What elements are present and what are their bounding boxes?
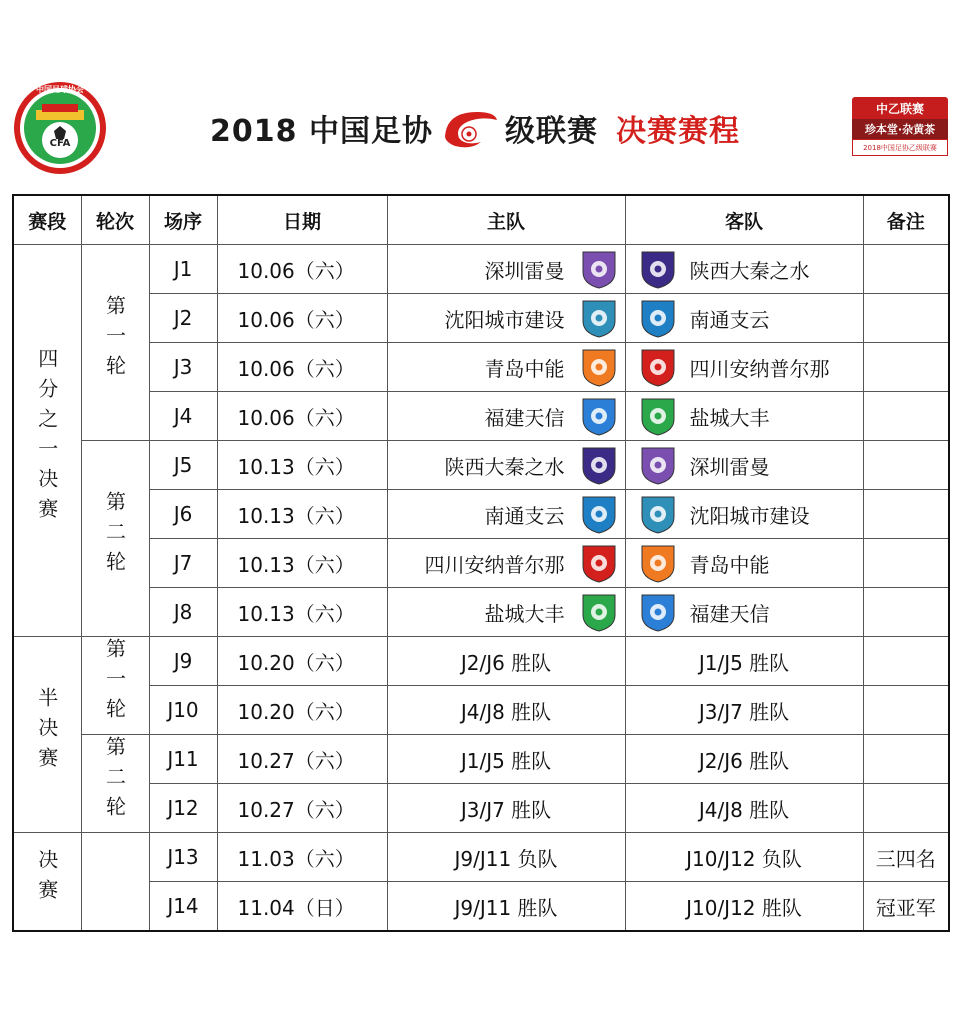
round-cell — [81, 735, 149, 833]
yancheng-dafeng-badge-icon — [579, 591, 619, 633]
match-note — [863, 490, 949, 539]
table-row — [13, 294, 949, 343]
qingdao-zhongneng-badge-icon — [638, 542, 678, 584]
away-team-name: 深圳雷曼 — [689, 454, 770, 479]
home-team-cell — [387, 294, 625, 343]
round-cell — [81, 637, 149, 735]
round-label: 第二轮 — [102, 736, 127, 826]
stage-label: 决赛 — [34, 849, 59, 909]
title-suffix: 级联赛 — [504, 114, 598, 149]
col-home: 主队 — [387, 195, 625, 245]
match-date: 10.27（六） — [217, 735, 387, 784]
home-team-cell — [387, 784, 625, 833]
away-team-name: 陕西大秦之水 — [689, 258, 810, 283]
shenzhen-leiman-badge-icon — [638, 444, 678, 486]
cfa-logo-ring-text: 中国足球协会 — [36, 85, 84, 94]
match-note — [863, 294, 949, 343]
stage-cell — [13, 637, 81, 833]
match-note: 三四名 — [863, 833, 949, 882]
table-header-row — [13, 195, 949, 245]
match-date: 10.06（六） — [217, 294, 387, 343]
match-no: J11 — [149, 735, 217, 784]
match-note — [863, 686, 949, 735]
match-no: J5 — [149, 441, 217, 490]
match-no: J14 — [149, 882, 217, 932]
table-row — [13, 441, 949, 490]
away-team-cell — [625, 539, 863, 588]
round-label: 第一轮 — [102, 295, 127, 385]
away-team-name: J4/J8 胜队 — [698, 797, 790, 822]
schedule-table — [12, 194, 950, 932]
away-team-name: 四川安纳普尔那 — [689, 356, 830, 381]
home-team-cell — [387, 490, 625, 539]
shenzhen-leiman-badge-icon — [579, 248, 619, 290]
away-team-name: 青岛中能 — [689, 552, 770, 577]
round-label: 第一轮 — [102, 638, 127, 728]
home-team-name: 深圳雷曼 — [484, 258, 565, 283]
match-note — [863, 245, 949, 294]
match-date: 11.03（六） — [217, 833, 387, 882]
away-team-cell — [625, 441, 863, 490]
away-team-cell — [625, 343, 863, 392]
away-team-name: J10/J12 胜队 — [686, 895, 802, 920]
away-team-name: 南通支云 — [689, 307, 770, 332]
match-date: 11.04（日） — [217, 882, 387, 932]
home-team-name: 福建天信 — [484, 405, 565, 430]
table-row — [13, 588, 949, 637]
home-team-cell — [387, 637, 625, 686]
nantong-zhiyun-badge-icon — [638, 297, 678, 339]
table-row — [13, 539, 949, 588]
home-team-name: J2/J6 胜队 — [460, 650, 552, 675]
col-note: 备注 — [863, 195, 949, 245]
away-team-cell — [625, 686, 863, 735]
match-note — [863, 392, 949, 441]
home-team-cell — [387, 833, 625, 882]
away-team-name: 福建天信 — [689, 601, 770, 626]
yancheng-dafeng-badge-icon — [638, 395, 678, 437]
stage-label: 四分之一决赛 — [34, 348, 59, 528]
league-logo-bot: 2018中国足协乙级联赛 — [852, 139, 948, 156]
table-row — [13, 686, 949, 735]
home-team-cell — [387, 441, 625, 490]
table-row — [13, 833, 949, 882]
home-team-cell — [387, 245, 625, 294]
col-match-no: 场序 — [149, 195, 217, 245]
match-date: 10.27（六） — [217, 784, 387, 833]
away-team-cell — [625, 735, 863, 784]
away-team-cell — [625, 637, 863, 686]
match-no: J3 — [149, 343, 217, 392]
match-note — [863, 637, 949, 686]
match-date: 10.13（六） — [217, 539, 387, 588]
home-team-name: J4/J8 胜队 — [460, 699, 552, 724]
match-date: 10.06（六） — [217, 245, 387, 294]
table-row — [13, 343, 949, 392]
table-row — [13, 392, 949, 441]
home-team-name: J9/J11 胜队 — [454, 895, 558, 920]
round-cell — [81, 833, 149, 932]
table-row — [13, 490, 949, 539]
away-team-cell — [625, 245, 863, 294]
home-team-name: 陕西大秦之水 — [444, 454, 565, 479]
match-note — [863, 735, 949, 784]
home-team-cell — [387, 588, 625, 637]
fujian-tianxin-badge-icon — [638, 591, 678, 633]
qingdao-zhongneng-badge-icon — [579, 346, 619, 388]
table-row — [13, 245, 949, 294]
home-team-cell — [387, 686, 625, 735]
home-team-cell — [387, 343, 625, 392]
away-team-cell — [625, 588, 863, 637]
away-team-name: J3/J7 胜队 — [698, 699, 790, 724]
cfa-logo-inner-text: CFA — [49, 138, 71, 149]
col-date: 日期 — [217, 195, 387, 245]
home-team-cell — [387, 392, 625, 441]
page-title — [210, 100, 740, 156]
sichuan-annapurna-badge-icon — [638, 346, 678, 388]
home-team-name: J1/J5 胜队 — [460, 748, 552, 773]
shenyang-urban-badge-icon — [638, 493, 678, 535]
away-team-cell — [625, 490, 863, 539]
match-note — [863, 588, 949, 637]
col-stage: 赛段 — [13, 195, 81, 245]
match-no: J8 — [149, 588, 217, 637]
match-no: J9 — [149, 637, 217, 686]
away-team-cell — [625, 294, 863, 343]
nantong-zhiyun-badge-icon — [579, 493, 619, 535]
cfa-logo-icon — [12, 80, 108, 176]
round-cell — [81, 441, 149, 637]
home-team-name: J3/J7 胜队 — [460, 797, 552, 822]
title-red: 决赛赛程 — [615, 114, 740, 149]
match-no: J13 — [149, 833, 217, 882]
match-date: 10.13（六） — [217, 588, 387, 637]
sichuan-annapurna-badge-icon — [579, 542, 619, 584]
match-note: 冠亚军 — [863, 882, 949, 932]
match-note — [863, 539, 949, 588]
league-logo-top: 中乙联赛 — [852, 97, 948, 119]
match-no: J4 — [149, 392, 217, 441]
home-team-name: 青岛中能 — [484, 356, 565, 381]
table-row — [13, 735, 949, 784]
match-no: J12 — [149, 784, 217, 833]
home-team-name: J9/J11 负队 — [454, 846, 558, 871]
away-team-name: J10/J12 负队 — [686, 846, 802, 871]
match-date: 10.06（六） — [217, 343, 387, 392]
col-round: 轮次 — [81, 195, 149, 245]
match-no: J2 — [149, 294, 217, 343]
league-sponsor-logo — [852, 97, 948, 155]
match-note — [863, 784, 949, 833]
match-date: 10.20（六） — [217, 686, 387, 735]
match-no: J6 — [149, 490, 217, 539]
china-league-c-logo-icon — [437, 106, 501, 150]
home-team-name: 盐城大丰 — [484, 601, 565, 626]
away-team-cell — [625, 882, 863, 932]
away-team-name: 沈阳城市建设 — [689, 503, 810, 528]
shaanxi-daqin-badge-icon — [579, 444, 619, 486]
round-cell — [81, 245, 149, 441]
league-logo-mid: 珍本堂·杂黄茶 — [852, 119, 948, 139]
col-away: 客队 — [625, 195, 863, 245]
home-team-cell — [387, 882, 625, 932]
title-year: 2018 中国足协 — [210, 114, 433, 149]
fujian-tianxin-badge-icon — [579, 395, 619, 437]
table-row — [13, 637, 949, 686]
match-date: 10.13（六） — [217, 490, 387, 539]
away-team-cell — [625, 784, 863, 833]
away-team-name: J1/J5 胜队 — [698, 650, 790, 675]
away-team-cell — [625, 833, 863, 882]
match-note — [863, 441, 949, 490]
away-team-name: J2/J6 胜队 — [698, 748, 790, 773]
home-team-name: 四川安纳普尔那 — [424, 552, 565, 577]
home-team-name: 南通支云 — [484, 503, 565, 528]
away-team-name: 盐城大丰 — [689, 405, 770, 430]
match-no: J1 — [149, 245, 217, 294]
table-row — [13, 784, 949, 833]
stage-label: 半决赛 — [34, 687, 59, 777]
home-team-cell — [387, 735, 625, 784]
match-no: J10 — [149, 686, 217, 735]
shenyang-urban-badge-icon — [579, 297, 619, 339]
shaanxi-daqin-badge-icon — [638, 248, 678, 290]
match-no: J7 — [149, 539, 217, 588]
match-date: 10.06（六） — [217, 392, 387, 441]
table-row — [13, 882, 949, 932]
home-team-name: 沈阳城市建设 — [444, 307, 565, 332]
away-team-cell — [625, 392, 863, 441]
match-note — [863, 343, 949, 392]
home-team-cell — [387, 539, 625, 588]
stage-cell — [13, 245, 81, 637]
round-label: 第二轮 — [102, 491, 127, 581]
match-date: 10.20（六） — [217, 637, 387, 686]
stage-cell — [13, 833, 81, 932]
match-date: 10.13（六） — [217, 441, 387, 490]
